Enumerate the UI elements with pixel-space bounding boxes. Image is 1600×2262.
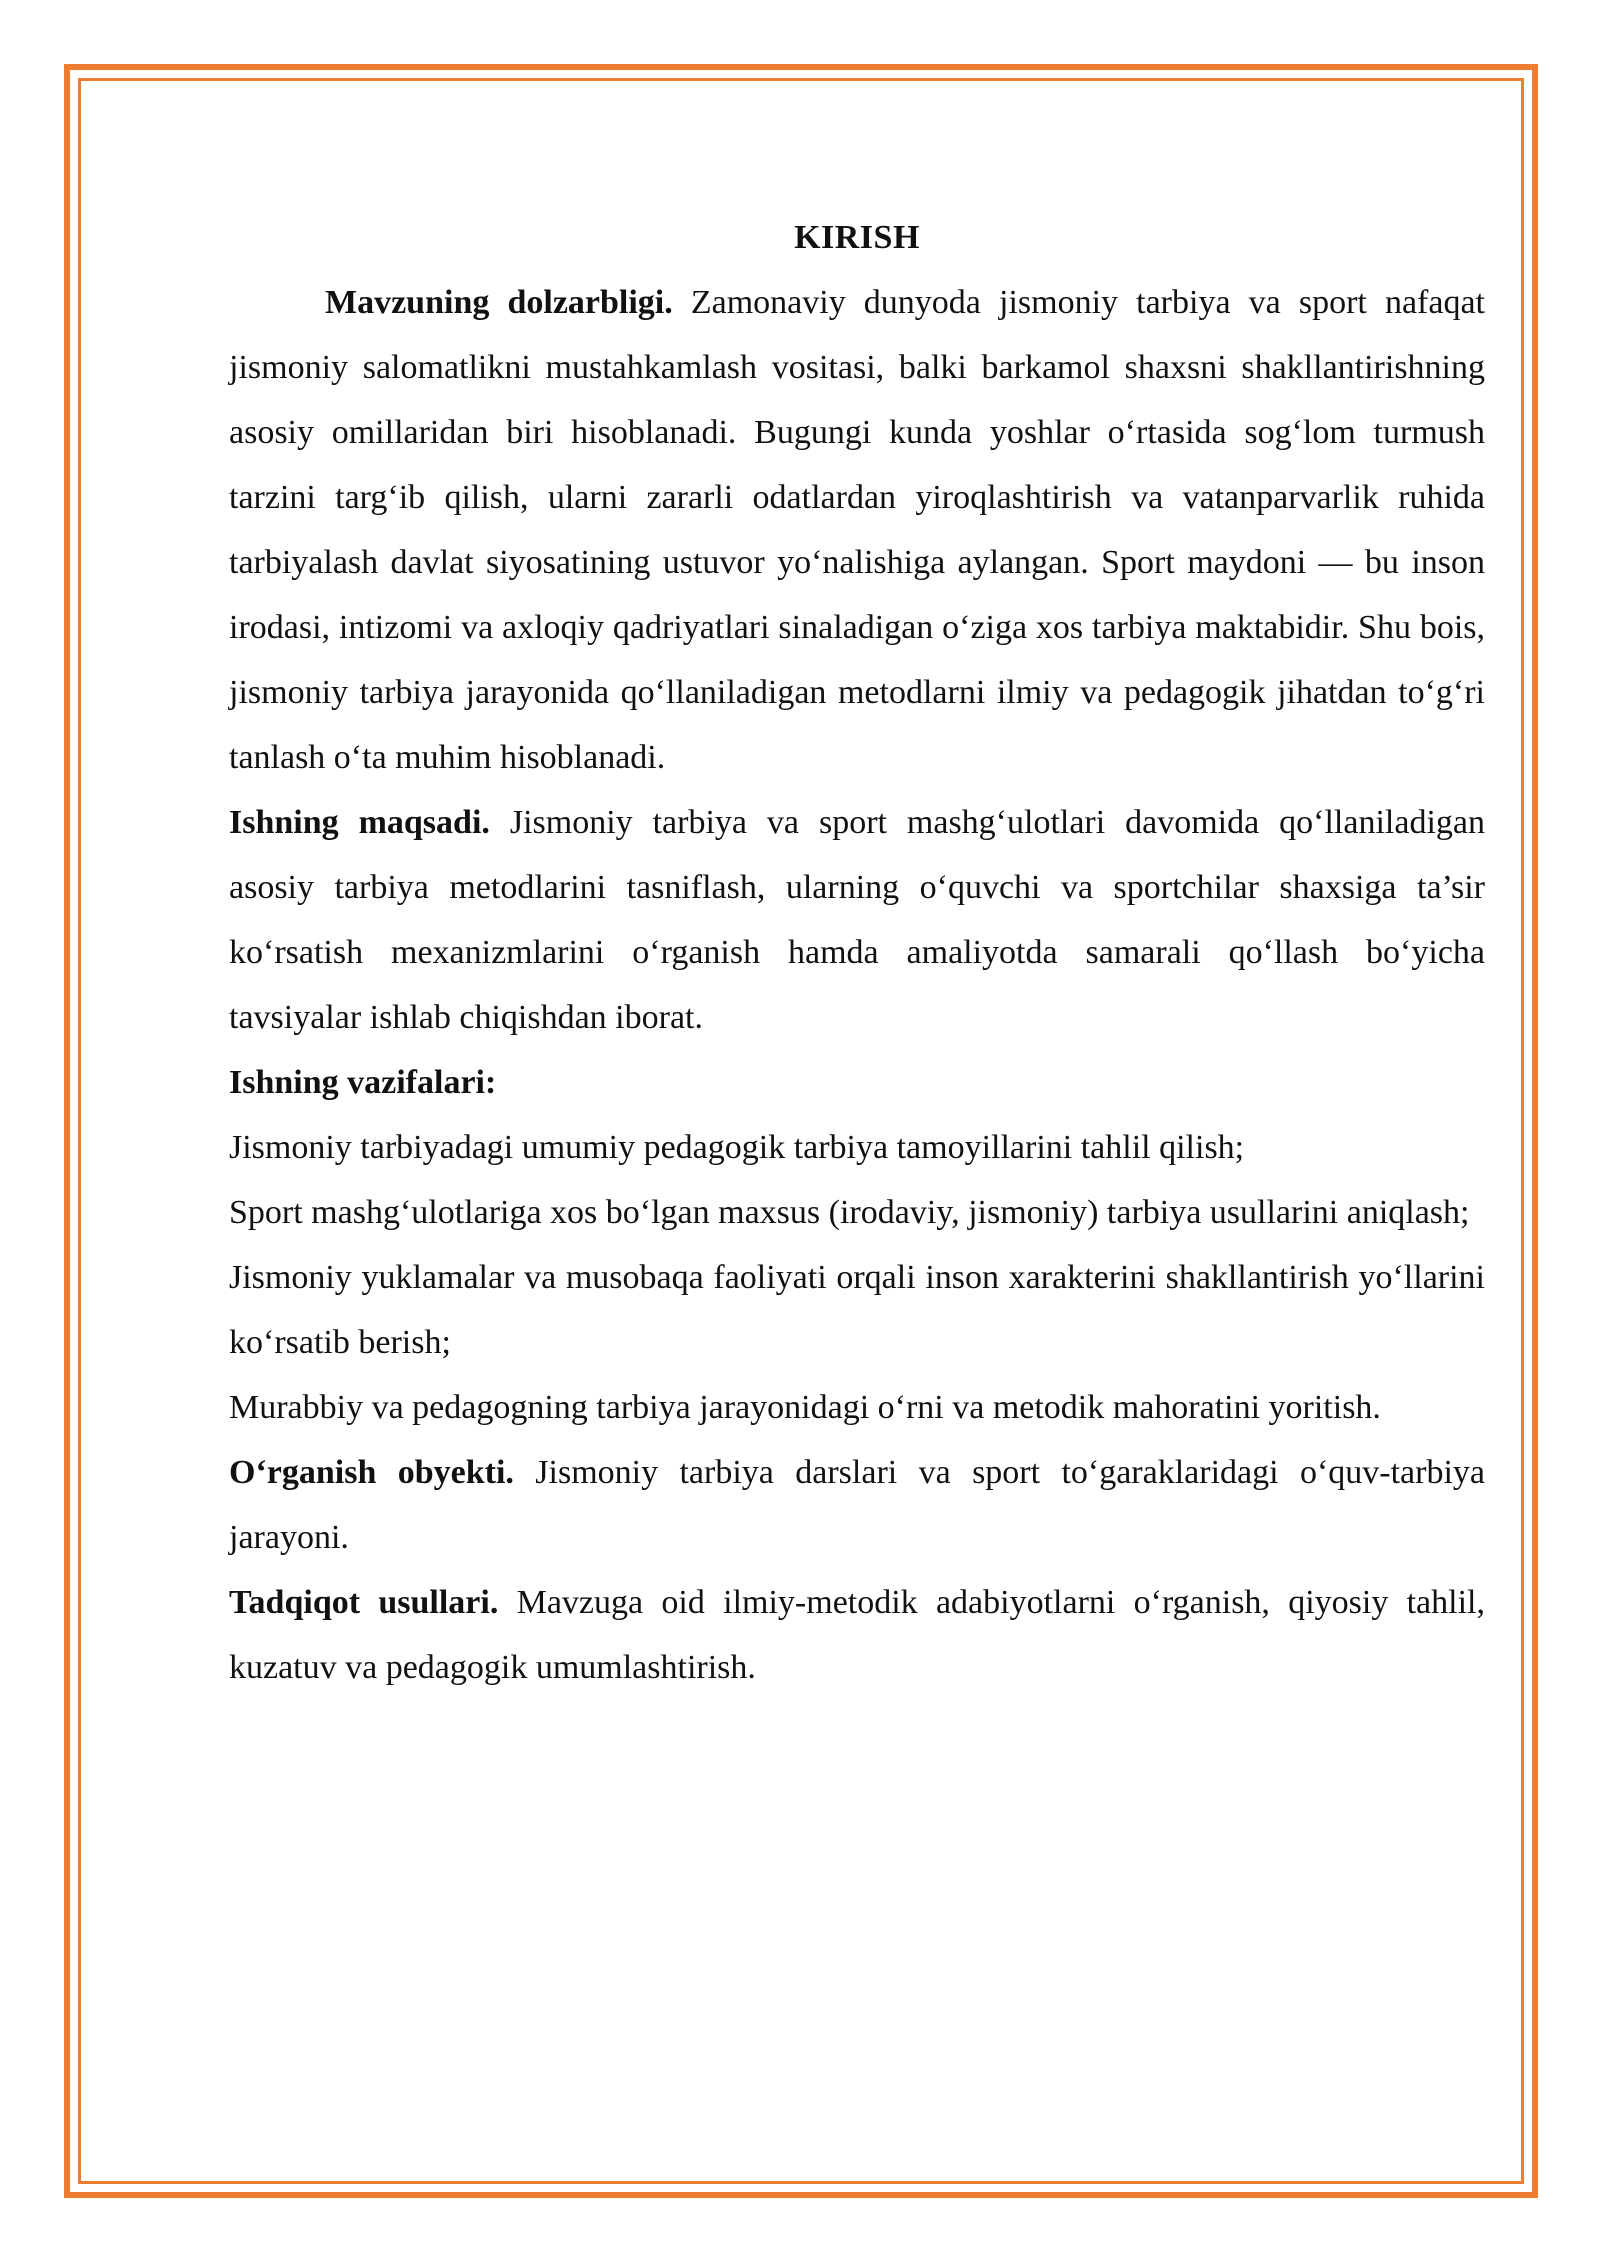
methods-paragraph <box>229 1570 1485 1700</box>
task-item: Jismoniy tarbiyadagi umumiy pedagogik tarbiya tamoyillarini tahlil qilish; <box>229 1129 1245 1166</box>
tasks-label: Ishning vazifalari: <box>229 1064 497 1101</box>
goal-text: Jismoniy tarbiya va sport mashg‘ulotlari davomida qo‘llaniladigan asosiy tarbiya metodlarini tasniflash, ularning o‘quvchi va sportchilar shaxsiga ta’sir ko‘rsatish mexanizmlarini o‘rganish hamda amaliyotda samarali qo‘llash bo‘yicha tavsiyalar ishlab chiqishdan iborat. <box>229 804 1485 1036</box>
goal-paragraph <box>229 790 1485 1050</box>
relevance-label: Mavzuning dolzarbligi. <box>325 284 673 321</box>
goal-label: Ishning maqsadi. <box>229 804 490 841</box>
object-label: O‘rganish obyekti. <box>229 1454 514 1491</box>
task-item: Sport mashg‘ulotlariga xos bo‘lgan maxsus (irodaviy, jismoniy) tarbiya usullarini aniqlash; <box>229 1194 1470 1231</box>
object-paragraph <box>229 1440 1485 1570</box>
page-title: KIRISH <box>794 219 920 256</box>
tasks-heading <box>229 1050 1485 1115</box>
document-body <box>229 205 1485 1700</box>
object-text: Jismoniy tarbiya darslari va sport to‘garaklaridagi o‘quv-tarbiya jarayoni. <box>229 1454 1485 1556</box>
methods-text: Mavzuga oid ilmiy-metodik adabiyotlarni o‘rganish, qiyosiy tahlil, kuzatuv va pedagogik umumlashtirish. <box>229 1584 1485 1686</box>
task-item: Murabbiy va pedagogning tarbiya jarayonidagi o‘rni va metodik mahoratini yoritish. <box>229 1389 1381 1426</box>
relevance-paragraph <box>229 270 1485 790</box>
methods-label: Tadqiqot usullari. <box>229 1584 499 1621</box>
task-item: Jismoniy yuklamalar va musobaqa faoliyati orqali inson xarakterini shakllantirish yo‘llarini ko‘rsatib berish; <box>229 1259 1485 1361</box>
relevance-text: Zamonaviy dunyoda jismoniy tarbiya va sport nafaqat jismoniy salomatlikni mustahkamlash vositasi, balki barkamol shaxsni shakllantirishning asosiy omillaridan biri hisoblanadi. Bugungi kunda yoshlar o‘rtasida sog‘lom turmush tarzini targ‘ib qilish, ularni zararli odatlardan yiroqlashtirish va vatanparvarlik ruhida tarbiyalash davlat siyosatining ustuvor yo‘nalishiga aylangan. Sport maydoni — bu inson irodasi, intizomi va axloqiy qadriyatlari sinaladigan o‘ziga xos tarbiya maktabidir. Shu bois, jismoniy tarbiya jarayonida qo‘llaniladigan metodlarni ilmiy va pedagogik jihatdan to‘g‘ri tanlash o‘ta muhim hisoblanadi. <box>229 284 1485 776</box>
